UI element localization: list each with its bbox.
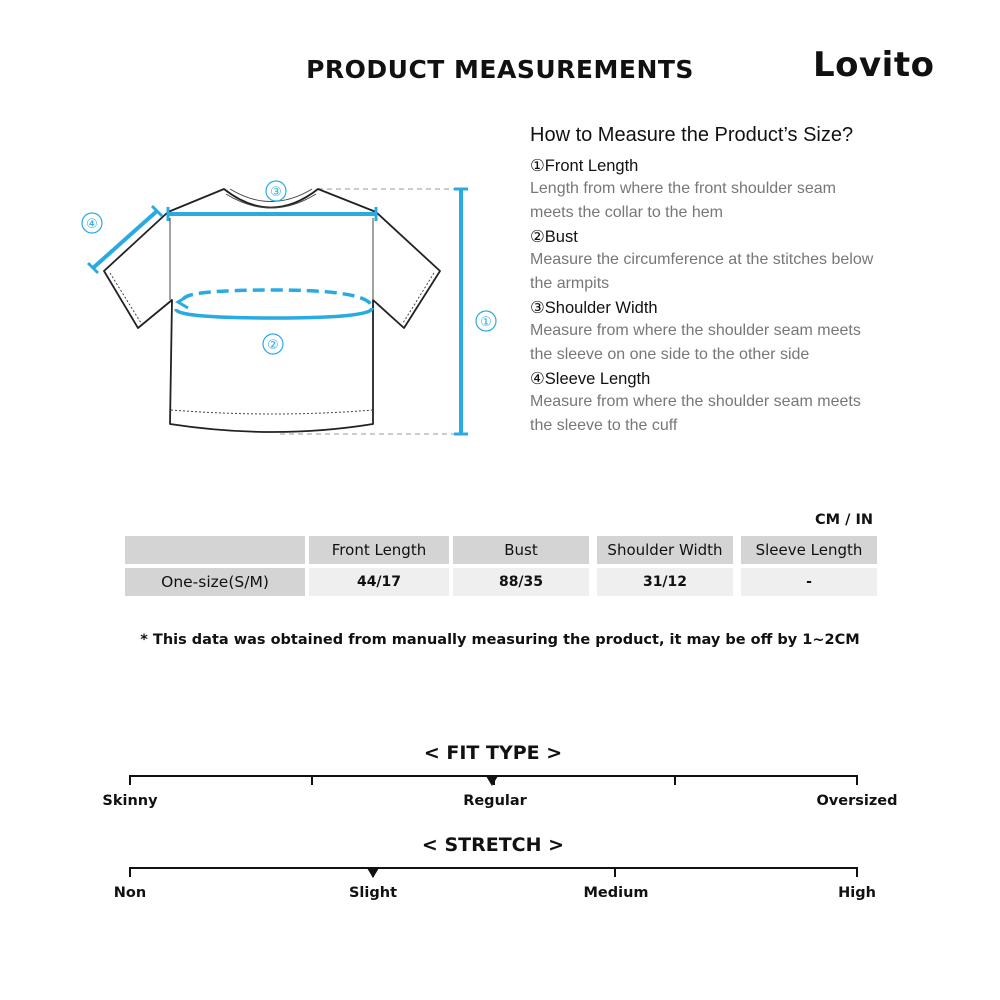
stretch-label-high: High [838, 885, 876, 901]
table-cell: 44/17 [309, 568, 449, 596]
table-header-cell: Sleeve Length [741, 536, 877, 564]
measurement-disclaimer: * This data was obtained from manually measuring the product, it may be off by 1~2CM [140, 632, 860, 648]
measure-guide [530, 124, 930, 439]
measure-item-desc: Measure from where the shoulder seam meets [530, 393, 861, 410]
table-cell: - [741, 568, 877, 596]
marker-bust-icon [263, 334, 283, 354]
marker-front-length-icon [476, 311, 496, 331]
measure-item-shoulder-width [530, 297, 930, 366]
fit-type-label-oversized: Oversized [816, 793, 898, 809]
measure-item-desc: Length from where the front shoulder seam [530, 180, 836, 197]
marker-1: ① [480, 315, 492, 330]
measure-item-sleeve-length [530, 368, 930, 437]
marker-sleeve-icon [82, 213, 102, 233]
measure-item-name: ③Shoulder Width [530, 299, 658, 317]
marker-3: ③ [270, 185, 282, 200]
table-header-cell: Front Length [309, 536, 449, 564]
tshirt-outline [104, 189, 440, 432]
stretch-label-medium: Medium [583, 885, 649, 901]
stretch-scale [0, 866, 1000, 880]
table-row-label: One-size(S/M) [125, 568, 305, 596]
table-header-cell: Shoulder Width [597, 536, 733, 564]
measure-item-desc: the sleeve on one side to the other side [530, 345, 810, 363]
stretch-label-non: Non [113, 885, 147, 901]
fit-type-title: < FIT TYPE > [423, 742, 563, 764]
fit-type-label-regular: Regular [463, 793, 527, 809]
measure-item-desc: Measure the circumference at the stitches below [530, 251, 874, 268]
stretch-label-slight: Slight [348, 885, 398, 901]
measure-item-desc: Measure from where the shoulder seam meets [530, 322, 861, 339]
page-title: PRODUCT MEASUREMENTS [306, 55, 694, 84]
fit-type-indicator [486, 776, 498, 786]
stretch-indicator [367, 868, 379, 878]
measure-item-desc: meets the collar to the hem [530, 203, 723, 221]
stretch-title: < STRETCH > [421, 834, 565, 856]
measure-guide-title: How to Measure the Product’s Size? [530, 124, 854, 146]
measure-item-desc: the armpits [530, 274, 610, 292]
fit-type-label-skinny: Skinny [102, 793, 158, 809]
tshirt-diagram [70, 170, 510, 450]
brand-logo: Lovito [813, 45, 935, 85]
units-label: CM / IN [815, 512, 873, 528]
measure-item-name: ②Bust [530, 228, 578, 246]
marker-4: ④ [86, 217, 98, 232]
measure-item-name: ④Sleeve Length [530, 370, 651, 388]
table-cell: 88/35 [453, 568, 589, 596]
marker-shoulder-icon [266, 181, 286, 201]
table-header-cell: Bust [453, 536, 589, 564]
fit-type-scale [0, 774, 1000, 788]
measure-item-desc: the sleeve to the cuff [530, 416, 678, 434]
marker-2: ② [267, 338, 279, 353]
measure-item-name: ①Front Length [530, 157, 639, 175]
measure-item-bust [530, 226, 930, 295]
measure-item-front-length [530, 155, 930, 224]
table-cell: 31/12 [597, 568, 733, 596]
table-header-cell [125, 536, 305, 564]
